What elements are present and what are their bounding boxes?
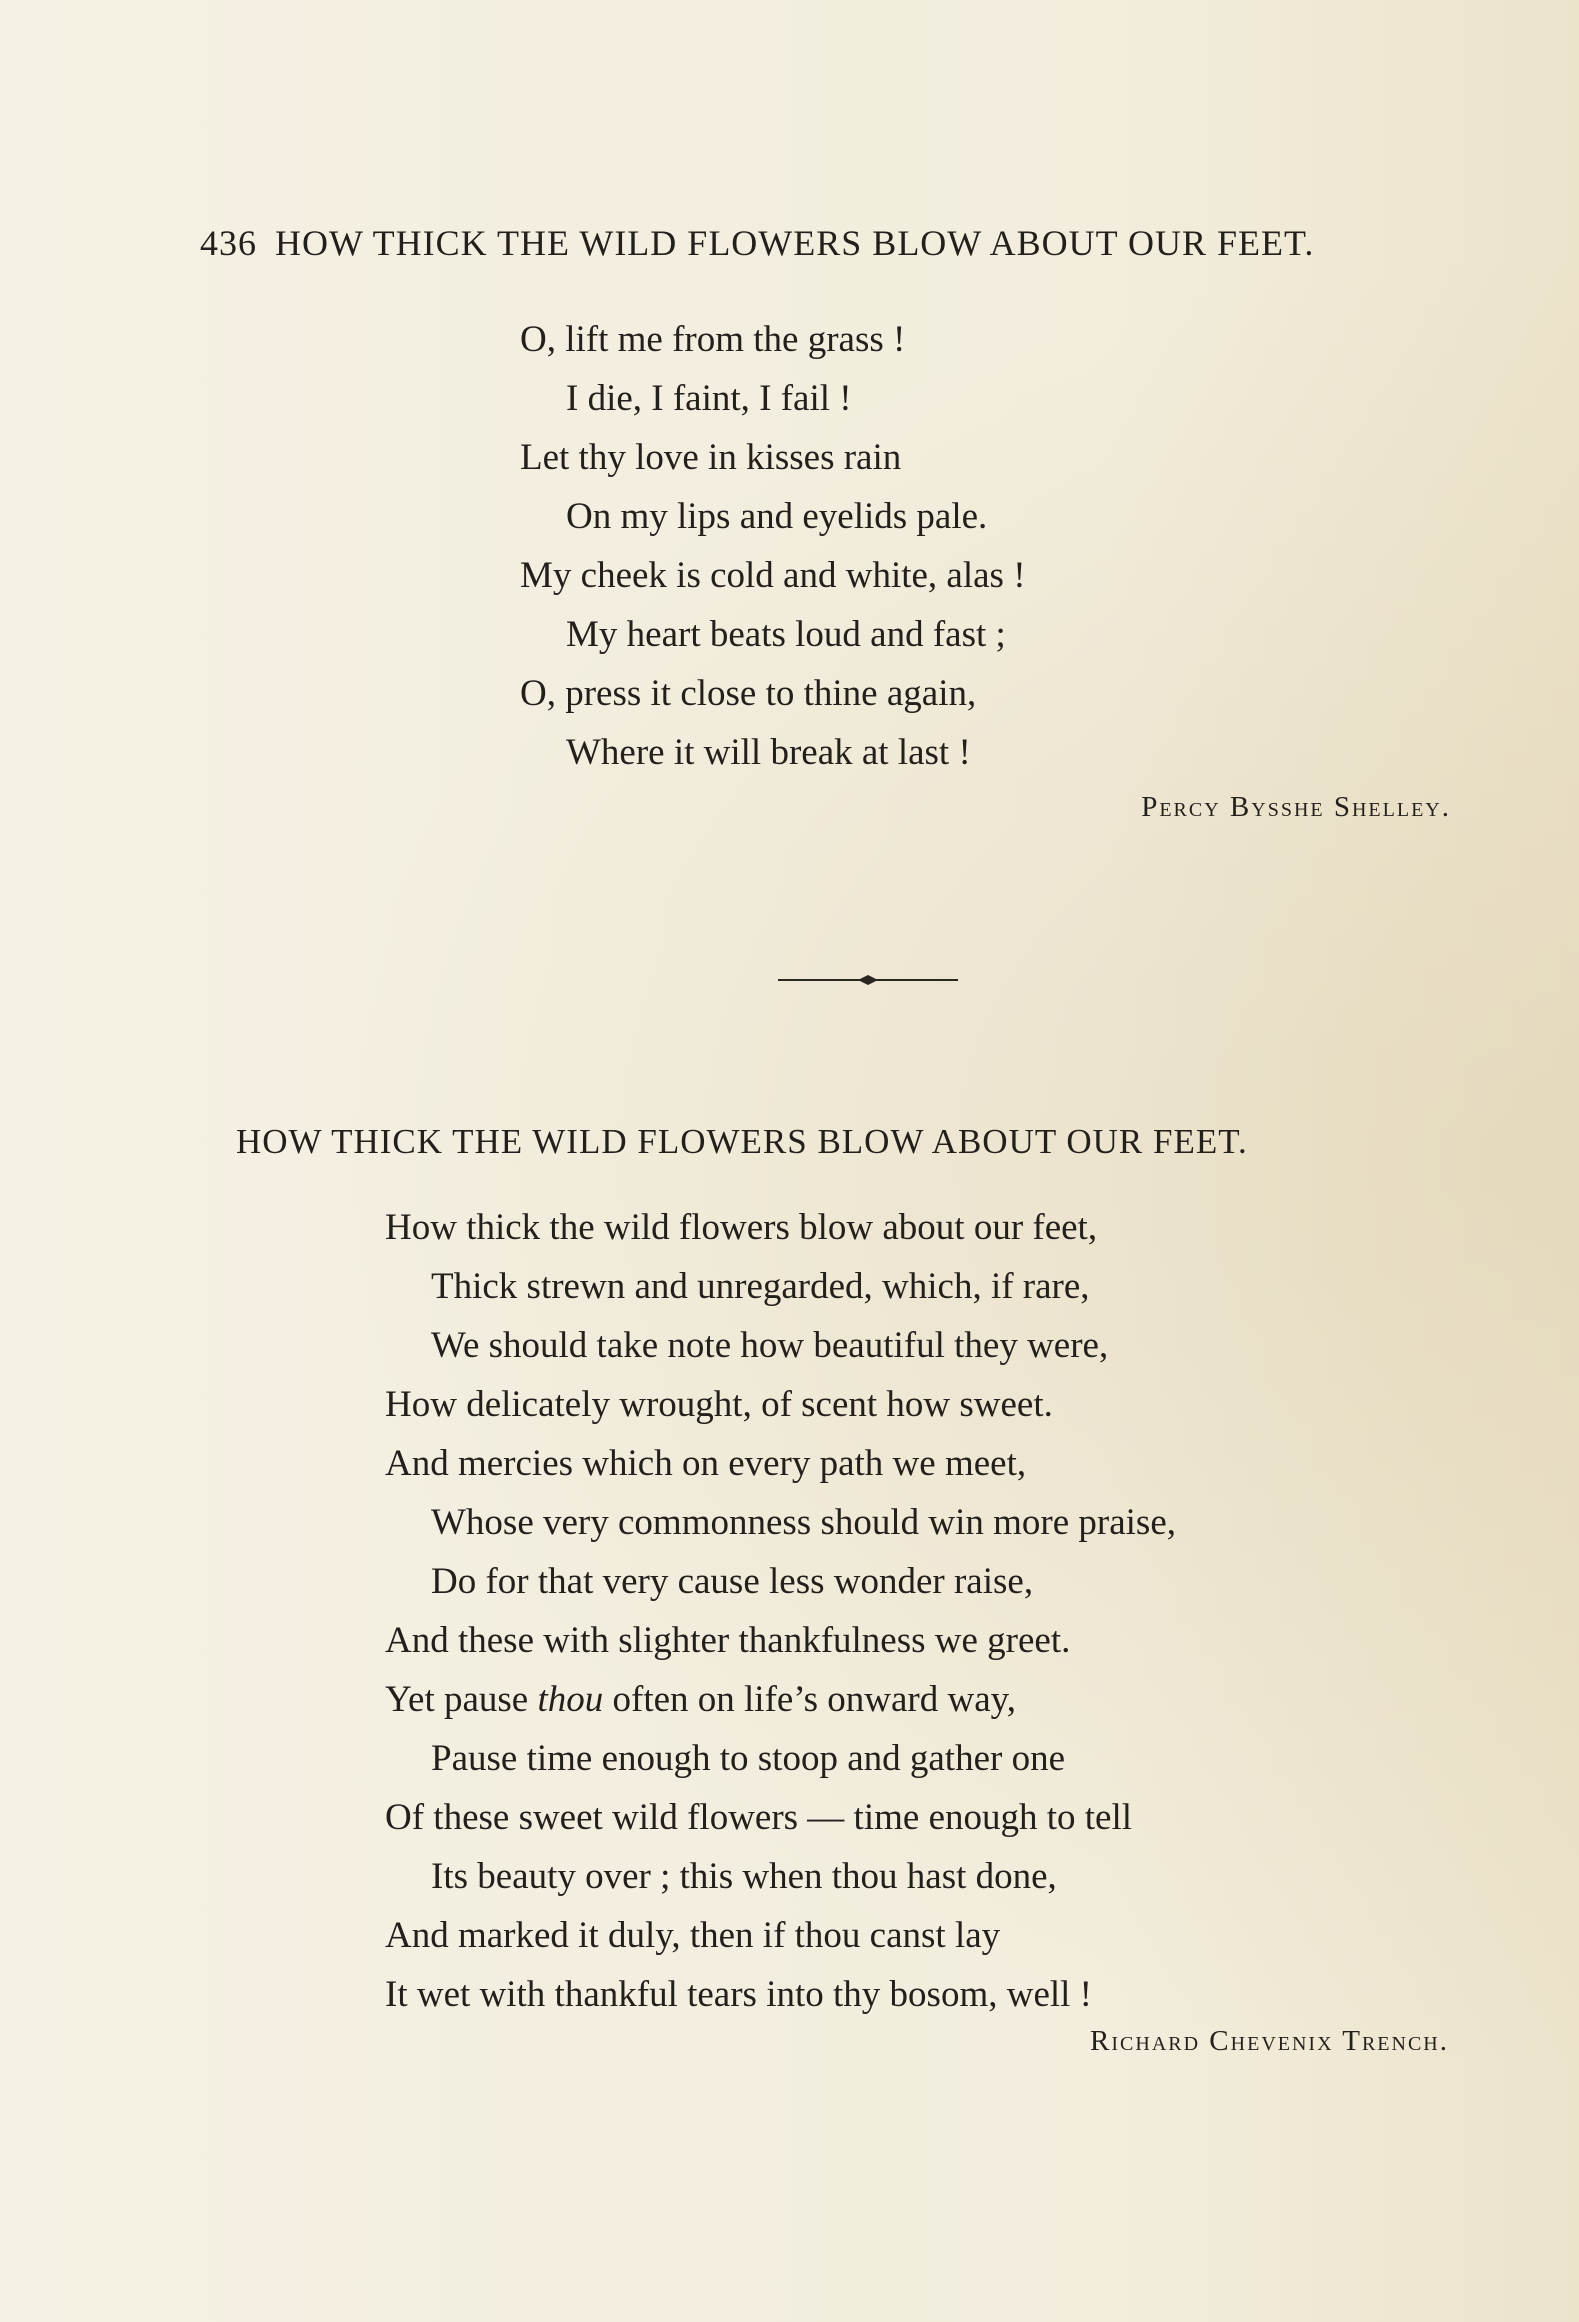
- poem-line: We should take note how beautiful they were,: [431, 1325, 1109, 1366]
- poem-line: Do for that very cause less wonder raise,: [431, 1561, 1034, 1602]
- section-divider-ornament: [778, 970, 958, 990]
- poem-line: Where it will break at last !: [566, 732, 971, 773]
- poem-line: O, lift me from the grass !: [520, 319, 906, 360]
- poem-line: And these with slighter thankfulness we greet.: [385, 1620, 1071, 1661]
- poem-line: It wet with thankful tears into thy bosom, well !: [385, 1974, 1092, 2015]
- page-number: 436: [200, 223, 257, 263]
- poem-line: And mercies which on every path we meet,: [385, 1443, 1027, 1484]
- poem-line: My cheek is cold and white, alas !: [520, 555, 1026, 596]
- poem-line: My heart beats loud and fast ;: [566, 614, 1006, 655]
- poem-line: [385, 1670, 1176, 1729]
- running-head: [200, 222, 1560, 272]
- poem-line: I die, I faint, I fail !: [566, 378, 852, 419]
- poem-line: How delicately wrought, of scent how sweet.: [385, 1384, 1053, 1425]
- poem-2-author: Richard Chevenix Trench.: [1090, 2025, 1449, 2057]
- poem-line: Thick strewn and unregarded, which, if rare,: [431, 1266, 1090, 1307]
- poem-line: Pause time enough to stoop and gather one: [431, 1738, 1066, 1779]
- poem-2-title: HOW THICK THE WILD FLOWERS BLOW ABOUT OUR FEET.: [236, 1122, 1248, 1161]
- poem-1-stanza: [520, 310, 1026, 782]
- line-text: often on life’s onward way,: [612, 1679, 1016, 1720]
- poem-line: And marked it duly, then if thou canst lay: [385, 1915, 1001, 1956]
- poem-line: Whose very commonness should win more praise,: [431, 1502, 1176, 1543]
- poem-line: Of these sweet wild flowers — time enough to tell: [385, 1797, 1133, 1838]
- poem-line: How thick the wild flowers blow about our feet,: [385, 1207, 1098, 1248]
- poem-line: On my lips and eyelids pale.: [566, 496, 988, 537]
- poem-1-author: Percy Bysshe Shelley.: [1141, 791, 1451, 823]
- line-text: Yet pause: [385, 1679, 529, 1720]
- italic-word: thou: [537, 1679, 604, 1720]
- running-title: HOW THICK THE WILD FLOWERS BLOW ABOUT OUR FEET.: [275, 223, 1315, 263]
- poem-2-stanza: [385, 1198, 1176, 2024]
- poem-line: O, press it close to thine again,: [520, 673, 977, 714]
- poem-line: Let thy love in kisses rain: [520, 437, 902, 478]
- poem-line: Its beauty over ; this when thou hast done,: [431, 1856, 1057, 1897]
